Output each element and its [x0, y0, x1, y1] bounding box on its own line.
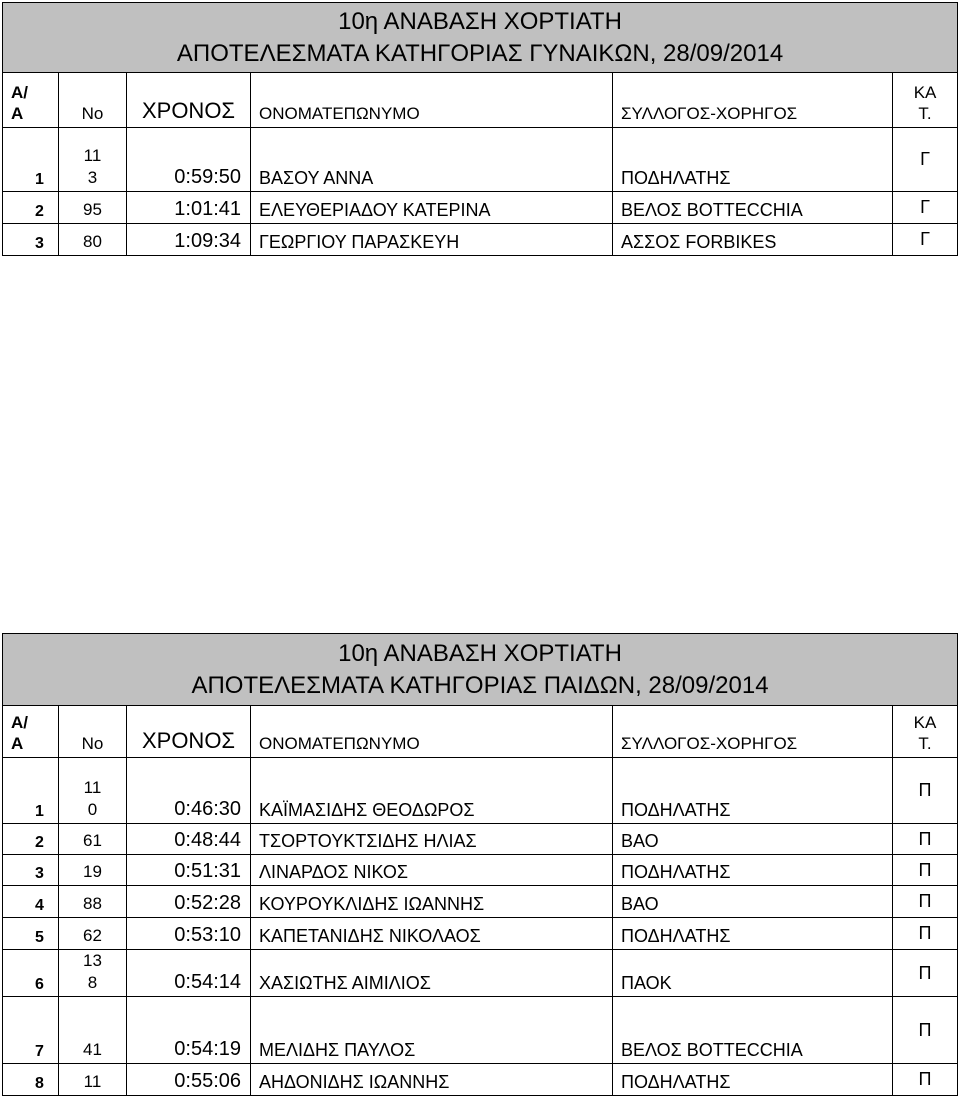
table-row: [3, 997, 958, 1064]
club-cell: ΒΑΟ: [613, 886, 893, 918]
table-row: [3, 192, 958, 224]
category-cell: Γ: [893, 192, 958, 224]
rank-cell: 5: [3, 918, 59, 950]
category-cell: Π: [893, 855, 958, 886]
table-row: [3, 224, 958, 256]
time-cell: 0:46:30: [127, 758, 251, 824]
bib-number-cell: 62: [59, 918, 127, 950]
table-row: [3, 855, 958, 886]
time-cell: 0:59:50: [127, 128, 251, 192]
rank-cell: 2: [3, 824, 59, 855]
name-cell: ΕΛΕΥΘΕΡΙΑΔΟΥ ΚΑΤΕΡΙΝΑ: [251, 192, 613, 224]
name-cell: ΜΕΛΙΔΗΣ ΠΑΥΛΟΣ: [251, 997, 613, 1064]
club-cell: ΑΣΣΟΣ FORBIKES: [613, 224, 893, 256]
category-cell: Γ: [893, 128, 958, 192]
time-cell: 1:01:41: [127, 192, 251, 224]
boys-title: [3, 634, 958, 706]
table-row: [3, 1064, 958, 1096]
header-category: ΚΑ Τ.: [893, 73, 958, 128]
category-cell: Π: [893, 1064, 958, 1096]
bib-number-cell: 95: [59, 192, 127, 224]
table-row: [3, 824, 958, 855]
bib-number-cell: 13 8: [59, 950, 127, 997]
time-cell: 0:53:10: [127, 918, 251, 950]
rank-cell: 1: [3, 128, 59, 192]
time-cell: 0:55:06: [127, 1064, 251, 1096]
bib-number-cell: 41: [59, 997, 127, 1064]
header-rank: Α/ Α: [3, 73, 59, 128]
boys-header-row: [3, 706, 958, 758]
header-no: No: [59, 73, 127, 128]
name-cell: ΑΗΔΟΝΙΔΗΣ ΙΩΑΝΝΗΣ: [251, 1064, 613, 1096]
bib-number-cell: 11: [59, 1064, 127, 1096]
bib-number-cell: 88: [59, 886, 127, 918]
club-cell: ΒΕΛΟΣ BOTTECCHIA: [613, 192, 893, 224]
header-name: ΟΝΟΜΑΤΕΠΩΝΥΜΟ: [251, 73, 613, 128]
rank-cell: 8: [3, 1064, 59, 1096]
name-cell: ΛΙΝΑΡΔΟΣ ΝΙΚΟΣ: [251, 855, 613, 886]
rank-cell: 1: [3, 758, 59, 824]
header-club: ΣΥΛΛΟΓΟΣ-ΧΟΡΗΓΟΣ: [613, 73, 893, 128]
header-rank: Α/ Α: [3, 706, 59, 758]
category-cell: Π: [893, 758, 958, 824]
table-row: [3, 128, 958, 192]
header-name: ΟΝΟΜΑΤΕΠΩΝΥΜΟ: [251, 706, 613, 758]
women-title-line1: 10η ΑΝΑΒΑΣΗ ΧΟΡΤΙΑΤΗ: [338, 7, 622, 35]
women-title-line2: ΑΠΟΤΕΛΕΣΜΑΤΑ ΚΑΤΗΓΟΡΙΑΣ ΓΥΝΑΙΚΩΝ, 28/09/2014: [176, 39, 784, 67]
header-time: ΧΡΟΝΟΣ: [127, 73, 251, 128]
bib-number-cell: 19: [59, 855, 127, 886]
bib-number-cell: 80: [59, 224, 127, 256]
name-cell: ΓΕΩΡΓΙΟΥ ΠΑΡΑΣΚΕΥΗ: [251, 224, 613, 256]
boys-title-line2: ΑΠΟΤΕΛΕΣΜΑΤΑ ΚΑΤΗΓΟΡΙΑΣ ΠΑΙΔΩΝ, 28/09/2014: [191, 671, 769, 699]
category-cell: Π: [893, 824, 958, 855]
time-cell: 0:48:44: [127, 824, 251, 855]
category-cell: Π: [893, 950, 958, 997]
rank-cell: 4: [3, 886, 59, 918]
club-cell: ΠΟΔΗΛΑΤΗΣ: [613, 1064, 893, 1096]
rank-cell: 3: [3, 224, 59, 256]
club-cell: ΠΟΔΗΛΑΤΗΣ: [613, 128, 893, 192]
rank-cell: 3: [3, 855, 59, 886]
boys-title-line1: 10η ΑΝΑΒΑΣΗ ΧΟΡΤΙΑΤΗ: [338, 639, 622, 667]
table-row: [3, 950, 958, 997]
name-cell: ΒΑΣΟΥ ΑΝΝΑ: [251, 128, 613, 192]
name-cell: ΚΟΥΡΟΥΚΛΙΔΗΣ ΙΩΑΝΝΗΣ: [251, 886, 613, 918]
header-no: No: [59, 706, 127, 758]
table-row: [3, 918, 958, 950]
table-row: [3, 886, 958, 918]
club-cell: ΠΟΔΗΛΑΤΗΣ: [613, 918, 893, 950]
header-category: ΚΑ Τ.: [893, 706, 958, 758]
club-cell: ΒΕΛΟΣ BOTTECCHIA: [613, 997, 893, 1064]
club-cell: ΠΑΟΚ: [613, 950, 893, 997]
time-cell: 0:52:28: [127, 886, 251, 918]
boys-results-table: [2, 633, 958, 1096]
bib-number-cell: 11 3: [59, 128, 127, 192]
time-cell: 0:51:31: [127, 855, 251, 886]
rank-cell: 2: [3, 192, 59, 224]
club-cell: ΠΟΔΗΛΑΤΗΣ: [613, 855, 893, 886]
club-cell: ΠΟΔΗΛΑΤΗΣ: [613, 758, 893, 824]
header-club: ΣΥΛΛΟΓΟΣ-ΧΟΡΗΓΟΣ: [613, 706, 893, 758]
bib-number-cell: 11 0: [59, 758, 127, 824]
women-title: [3, 3, 958, 73]
category-cell: Π: [893, 918, 958, 950]
category-cell: Γ: [893, 224, 958, 256]
name-cell: ΤΣΟΡΤΟΥΚΤΣΙΔΗΣ ΗΛΙΑΣ: [251, 824, 613, 855]
time-cell: 0:54:19: [127, 997, 251, 1064]
header-time: ΧΡΟΝΟΣ: [127, 706, 251, 758]
women-results-table: [2, 2, 958, 256]
category-cell: Π: [893, 886, 958, 918]
bib-number-cell: 61: [59, 824, 127, 855]
name-cell: ΧΑΣΙΩΤΗΣ ΑΙΜΙΛΙΟΣ: [251, 950, 613, 997]
time-cell: 0:54:14: [127, 950, 251, 997]
rank-cell: 6: [3, 950, 59, 997]
club-cell: ΒΑΟ: [613, 824, 893, 855]
category-cell: Π: [893, 997, 958, 1064]
name-cell: ΚΑΠΕΤΑΝΙΔΗΣ ΝΙΚΟΛΑΟΣ: [251, 918, 613, 950]
rank-cell: 7: [3, 997, 59, 1064]
women-header-row: [3, 73, 958, 128]
table-row: [3, 758, 958, 824]
time-cell: 1:09:34: [127, 224, 251, 256]
name-cell: ΚΑΪΜΑΣΙΔΗΣ ΘΕΟΔΩΡΟΣ: [251, 758, 613, 824]
